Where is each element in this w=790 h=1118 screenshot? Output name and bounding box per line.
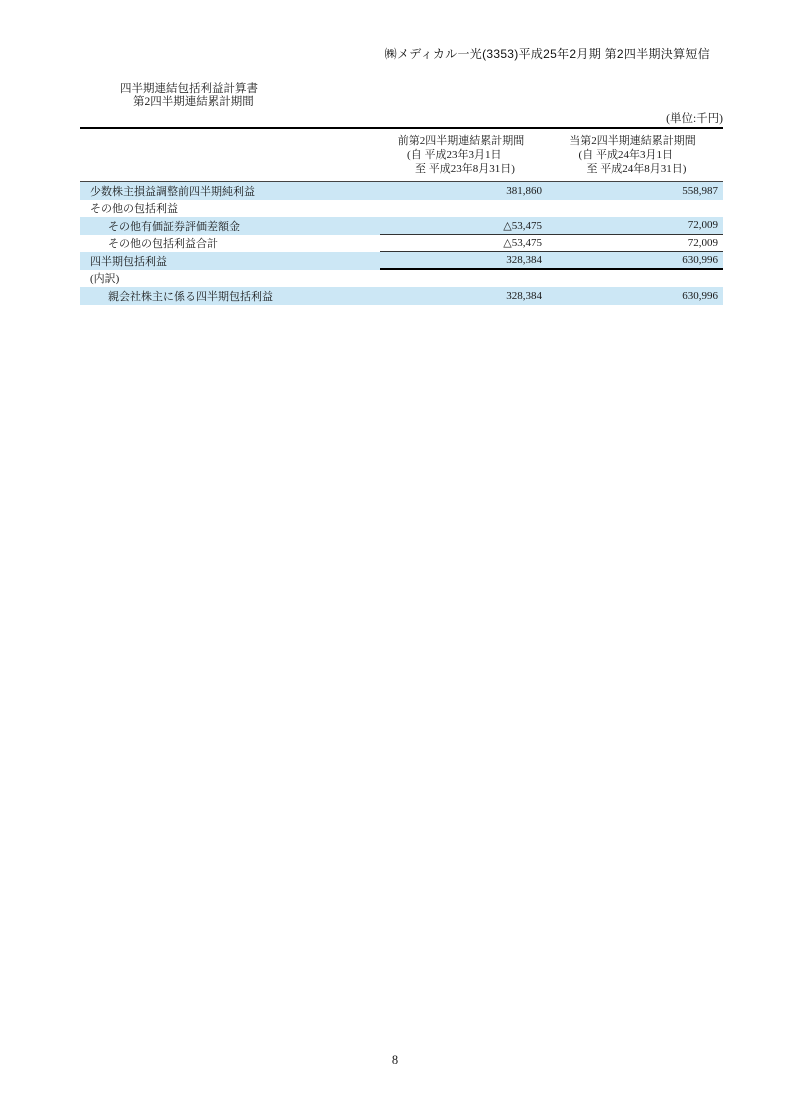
row-label: その他の包括利益 [90, 203, 178, 216]
row-label: 少数株主損益調整前四半期純利益 [90, 185, 255, 198]
row-values [380, 217, 723, 235]
row-label: (内訳) [90, 273, 120, 286]
page-number: 8 [391, 1053, 399, 1067]
statement-title-line2: 第2四半期連結累計期間 [133, 95, 254, 108]
row-values [380, 252, 723, 270]
value-current [542, 200, 723, 218]
table-row [80, 287, 723, 305]
column-header-current-period [542, 129, 723, 181]
table-row [80, 182, 723, 200]
value-current: 630,996 [682, 253, 718, 266]
row-values [380, 182, 723, 200]
table-header-row [80, 129, 723, 182]
table-row [80, 252, 723, 270]
row-values [380, 200, 723, 218]
row-label: 親会社株主に係る四半期包括利益 [108, 290, 273, 303]
unit-label: (単位:千円) [666, 113, 723, 125]
statement-title [120, 83, 258, 108]
table-row [80, 270, 723, 288]
value-current [542, 270, 723, 288]
value-prior: 381,860 [506, 184, 542, 197]
comprehensive-income-table [80, 127, 723, 305]
statement-title-line1: 四半期連結包括利益計算書 [120, 83, 258, 95]
value-prior [380, 270, 542, 288]
row-label: 四半期包括利益 [90, 255, 167, 268]
period-from: (自 平成23年3月1日 [407, 149, 502, 161]
period-to: 至 平成23年8月31日) [415, 163, 515, 175]
table-row [80, 200, 723, 218]
column-title: 当第2四半期連結累計期間 [569, 135, 696, 147]
row-values [380, 287, 723, 305]
value-prior [380, 200, 542, 218]
period-to: 至 平成24年8月31日) [586, 163, 687, 175]
item-column-spacer [80, 129, 380, 181]
row-values [380, 270, 723, 288]
value-current: 72,009 [687, 236, 718, 249]
value-current: 558,987 [682, 184, 718, 197]
table-row [80, 235, 723, 253]
column-header-prior-period [380, 129, 542, 181]
column-period [579, 148, 687, 176]
row-label: その他の包括利益合計 [108, 238, 218, 251]
period-from: (自 平成24年3月1日 [578, 149, 673, 161]
row-values [380, 235, 723, 253]
column-period [407, 148, 515, 176]
value-prior: △53,475 [503, 237, 542, 250]
value-current: 72,009 [687, 219, 718, 232]
value-current: 630,996 [682, 289, 718, 302]
column-title: 前第2四半期連結累計期間 [397, 135, 525, 147]
doc-header: ㈱メディカル一光(3353)平成25年2月期 第2四半期決算短信 [384, 47, 710, 61]
value-prior: 328,384 [506, 289, 542, 302]
table-row [80, 217, 723, 235]
value-prior: △53,475 [503, 219, 542, 232]
row-label: その他有価証券評価差額金 [108, 220, 240, 233]
value-prior: 328,384 [506, 253, 542, 266]
